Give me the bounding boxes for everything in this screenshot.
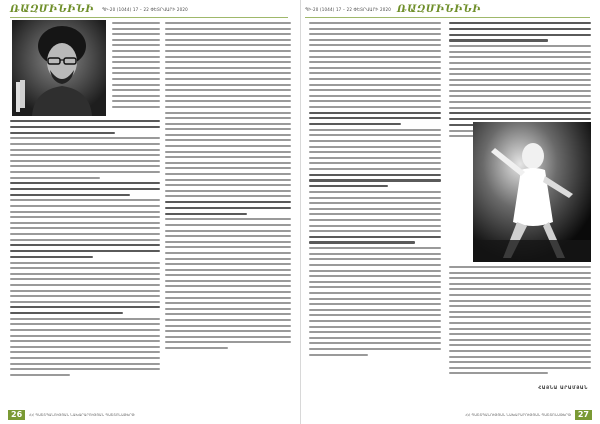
- text-column-right-3: [449, 266, 591, 378]
- issue-line: ՊԻ-20 (1044) 17 – 22 ՓԵՏՐՎԱՐԻ 2020: [101, 6, 188, 12]
- page-right: [300, 0, 600, 424]
- text-column-left-1: [10, 120, 160, 379]
- masthead-left: [10, 2, 188, 16]
- newspaper-logo-right: ՌԱԶՄԻՆԻՆԻ: [396, 3, 481, 15]
- header-rule-right: [305, 17, 590, 18]
- footer-right: [461, 410, 592, 420]
- stage-performer-icon: [473, 122, 591, 262]
- author-signature: ՀԱՅՆԱ ԱՐԱՄՅԱՆ: [538, 386, 588, 391]
- page-number-right: 27: [575, 410, 592, 420]
- text-column-left-upper: [112, 22, 160, 112]
- text-column-left-2: [165, 22, 291, 353]
- footer-text-right: ՀՀ ՊԱՇՏՊԱՆՈՒԹՅԱՆ ՆԱԽԱՐԱՐՈՒԹՅԱՆ ՊԱՇՏՈՆԱԹԵՐԹ: [465, 413, 571, 417]
- page-number: 26: [8, 410, 25, 420]
- stage-photo: [473, 122, 591, 262]
- issue-line-right: ՊԻ-20 (1044) 17 – 22 ՓԵՏՐՎԱՐԻ 2020: [305, 6, 391, 12]
- footer-left: [8, 410, 139, 420]
- newspaper-logo: ՌԱԶՄԻՆԻՆԻ: [10, 3, 94, 15]
- footer-text: ՀՀ ՊԱՇՏՊԱՆՈՒԹՅԱՆ ՆԱԽԱՐԱՐՈՒԹՅԱՆ ՊԱՇՏՈՆԱԹԵՐԹ: [29, 413, 135, 417]
- masthead-right: [305, 2, 489, 16]
- portrait-photo: [12, 20, 106, 116]
- header-rule: [10, 17, 288, 18]
- text-column-right-1: [309, 22, 441, 359]
- portrait-man-icon: [12, 20, 106, 116]
